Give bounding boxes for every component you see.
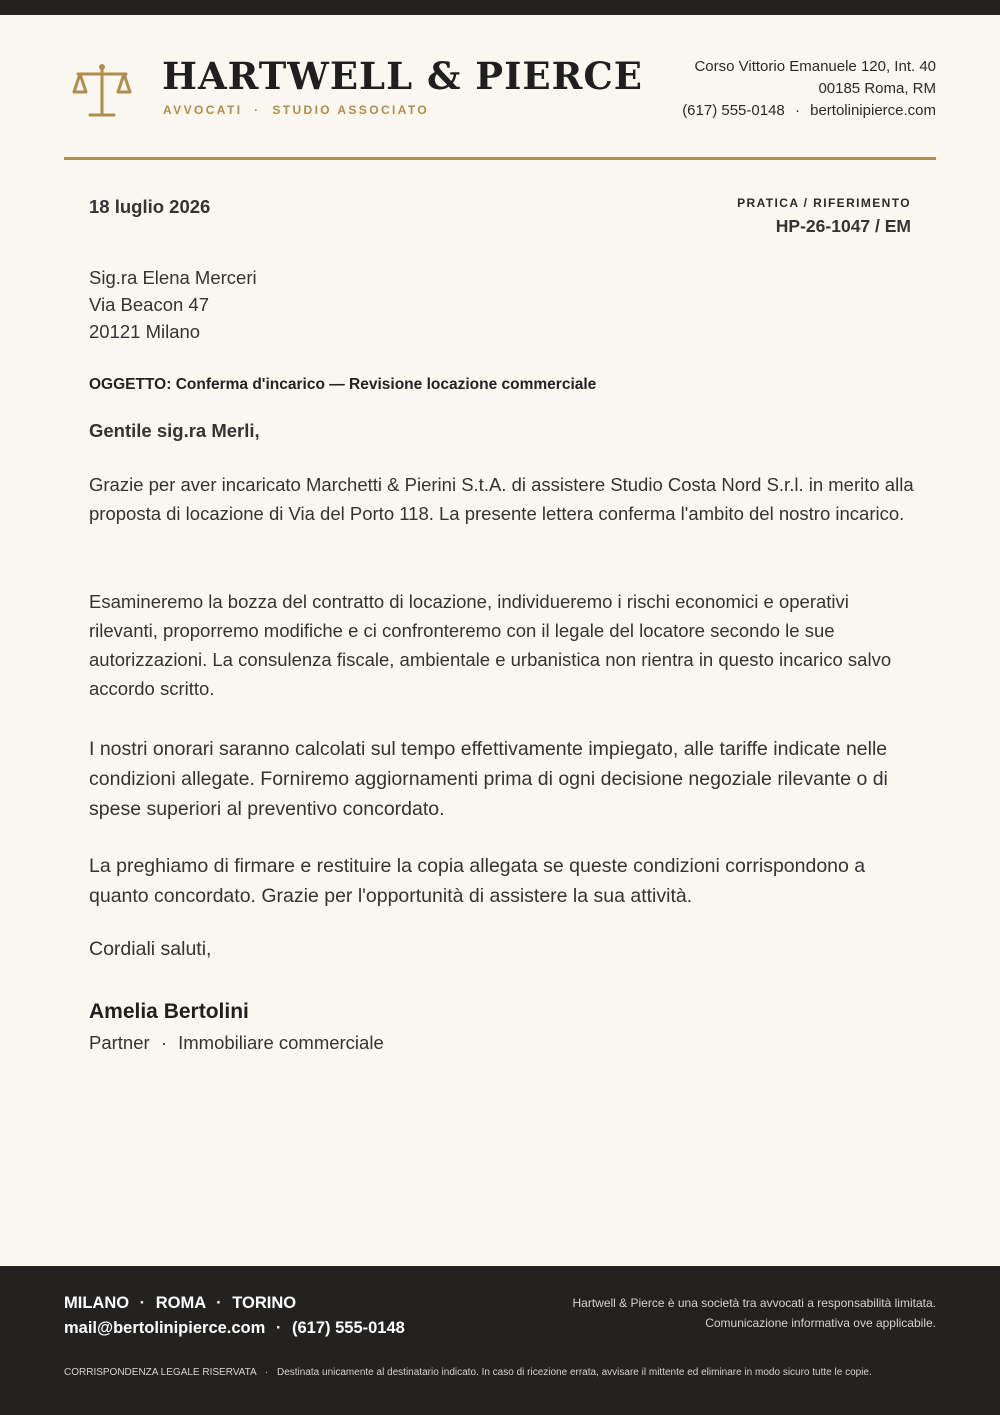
notice-text: Destinata unicamente al destinatario indicato. In caso di ricezione errata, avvisare il mittente ed eliminare in modo sicuro tutte le copie. (277, 1367, 872, 1378)
recipient-city: 20121 Milano (89, 321, 201, 342)
signatory-role (89, 1032, 384, 1054)
header-divider (64, 157, 936, 160)
footer (0, 1266, 1000, 1415)
footer-legal-line-1: Hartwell & Pierce è una società tra avvocati a responsabilità limitata. (572, 1296, 936, 1310)
body-paragraph-1: Grazie per aver incaricato Marchetti & Pierini S.t.A. di assistere Studio Costa Nord S.r.l. in merito alla proposta di locazione di Via del Porto 118. La presente lettera conferma l'ambito del nostro incarico. (89, 474, 914, 524)
reference-block (737, 196, 911, 237)
letter-date: 18 luglio 2026 (89, 196, 211, 217)
firm-tagline (163, 103, 429, 117)
firm-name: HARTWELL & PIERCE (162, 54, 643, 98)
footer-cities (64, 1294, 296, 1313)
signatory-separator: · (160, 1032, 167, 1053)
footer-phone: (617) 555-0148 (292, 1319, 405, 1337)
recipient-address (89, 264, 257, 345)
footer-city-3: TORINO (232, 1294, 297, 1312)
recipient-name: Sig.ra Elena Merceri (89, 267, 257, 288)
footer-city-separator-1: · (139, 1294, 146, 1312)
footer-city-separator-2: · (216, 1294, 222, 1312)
reference-value: HP-26-1047 / EM (775, 216, 911, 236)
body-paragraph-3: I nostri onorari saranno calcolati sul tempo effettivamente impiegato, alle tariffe indicate nelle condizioni allegate. Forniremo aggiornamenti prima di ogni decisione negoziale rilevante o di spese superiori al preventivo concordato. (89, 738, 888, 820)
firm-address (682, 56, 936, 122)
firm-contact (682, 100, 936, 122)
letter-closing: Cordiali saluti, (89, 938, 212, 960)
signatory-title: Partner (89, 1032, 150, 1053)
tagline-right: STUDIO ASSOCIATO (272, 103, 430, 117)
tagline-separator: · (254, 103, 261, 117)
letterhead (64, 40, 936, 158)
footer-confidentiality-notice (64, 1367, 872, 1378)
footer-legal-line-2: Comunicazione informativa ove applicabile. (705, 1316, 936, 1330)
scales-of-justice-icon (70, 62, 134, 120)
address-line-2: 00185 Roma, RM (818, 80, 936, 97)
tagline-left: AVVOCATI (163, 103, 243, 117)
footer-email: mail@bertolinipierce.com (64, 1319, 266, 1337)
letter-subject: OGGETTO: Conferma d'incarico — Revisione locazione commerciale (89, 376, 597, 393)
signatory-department: Immobiliare commerciale (178, 1032, 384, 1053)
recipient-street: Via Beacon 47 (89, 294, 210, 315)
footer-contact (64, 1319, 405, 1338)
body-paragraph-4: La preghiamo di firmare e restituire la copia allegata se queste condizioni corrispondono a quanto concordato. Grazie per l'opportunità di assistere la sua attività. (89, 855, 866, 907)
body-paragraph-2: Esamineremo la bozza del contratto di locazione, individueremo i rischi economici e operativi rilevanti, proporremo modifiche e ci confronteremo con il legale del locatore secondo le sue autorizzazioni. La consulenza fiscale, ambientale e urbanistica non rientra in questo incarico salvo accordo scritto. (89, 591, 892, 699)
contact-separator: · (794, 102, 800, 119)
footer-city-1: MILANO (64, 1294, 130, 1312)
footer-city-2: ROMA (155, 1294, 206, 1312)
letter-greeting: Gentile sig.ra Merli, (89, 420, 260, 441)
top-bar (0, 0, 1000, 15)
notice-label: CORRISPONDENZA LEGALE RISERVATA (64, 1367, 257, 1378)
notice-separator: · (264, 1367, 269, 1378)
footer-legal (572, 1293, 936, 1333)
reference-label: PRATICA / RIFERIMENTO (737, 196, 911, 210)
firm-phone: (617) 555-0148 (682, 102, 785, 119)
firm-website: bertolinipierce.com (810, 102, 936, 119)
address-line-1: Corso Vittorio Emanuele 120, Int. 40 (694, 58, 936, 75)
footer-contact-separator: · (275, 1319, 282, 1337)
signatory-name: Amelia Bertolini (89, 1000, 249, 1023)
